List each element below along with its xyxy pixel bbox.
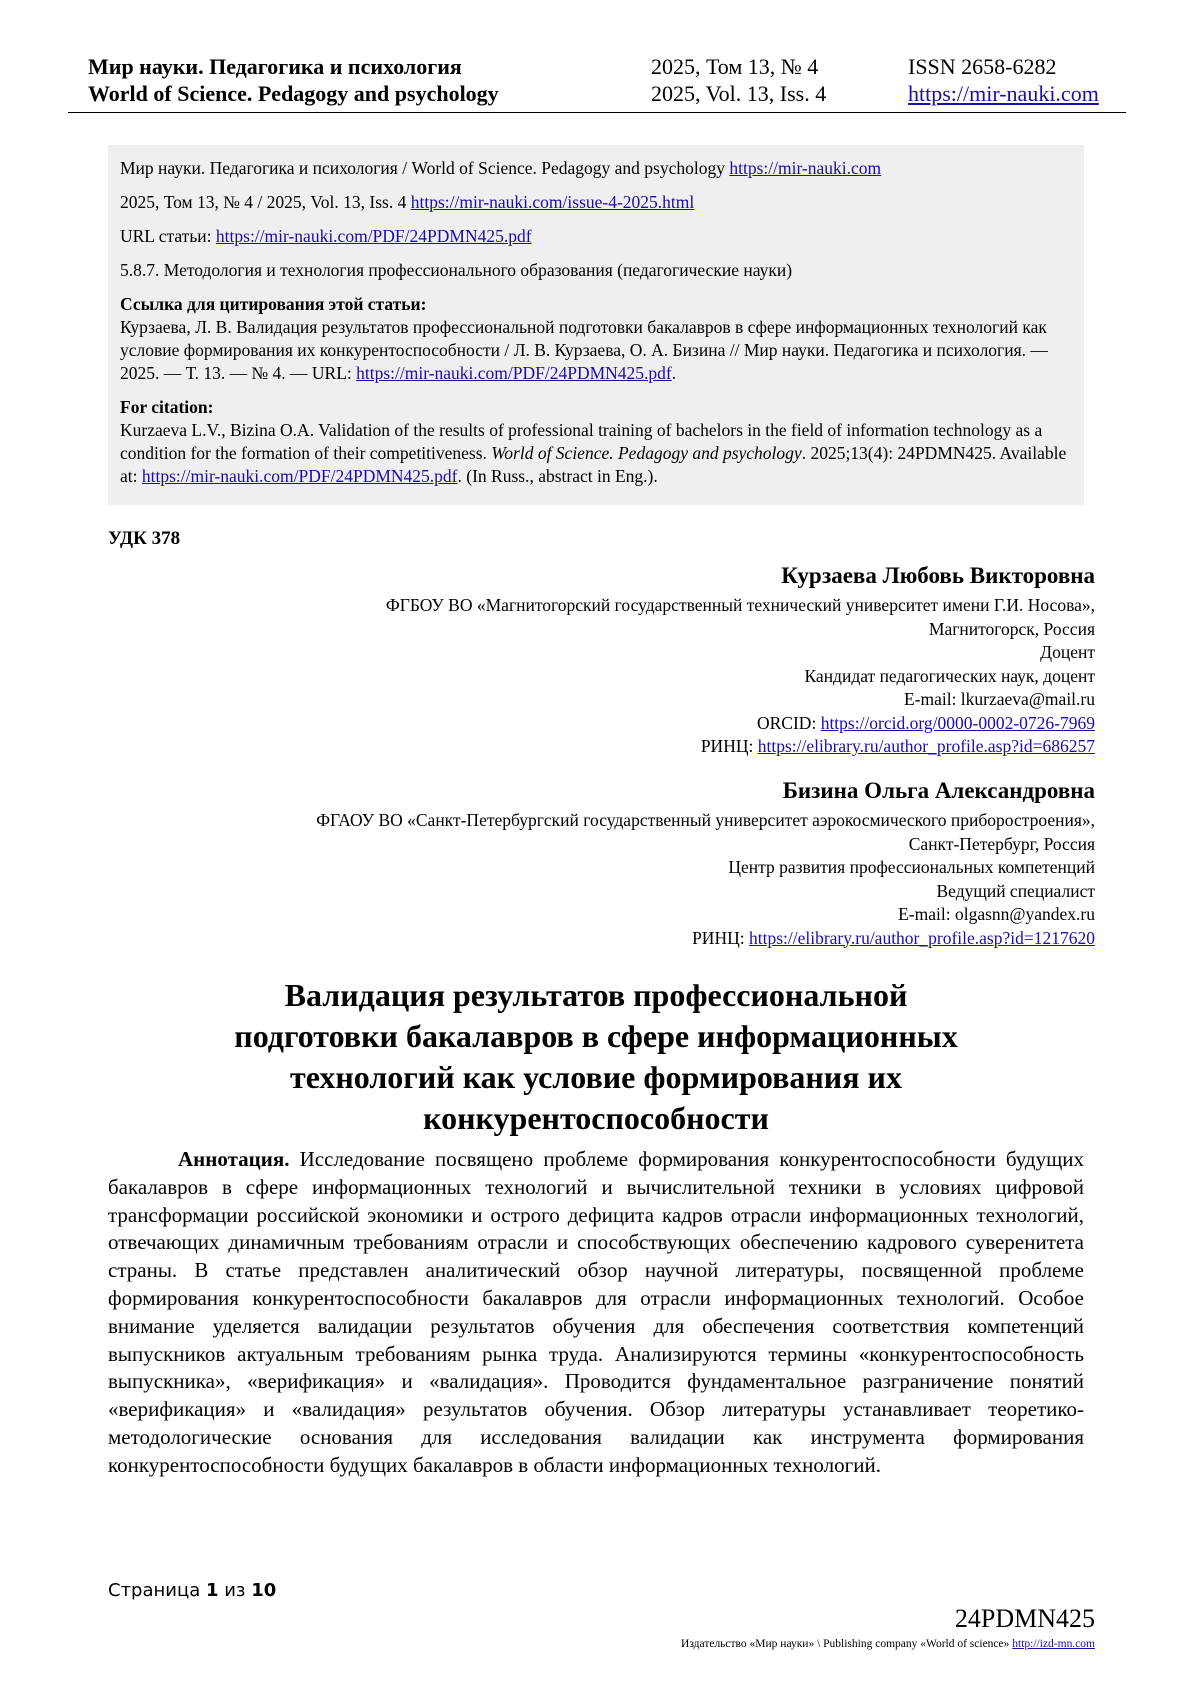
- citebox-url-line: URL статьи: https://mir-nauki.com/PDF/24PDMN425.pdf: [120, 226, 532, 246]
- article-title: [108, 975, 1084, 1139]
- journal-title-en: World of Science. Pedagogy and psychology: [88, 81, 499, 106]
- article-pdf-link[interactable]: https://mir-nauki.com/PDF/24PDMN425.pdf: [215, 226, 532, 246]
- citation-ru-link[interactable]: https://mir-nauki.com/PDF/24PDMN425.pdf: [356, 363, 672, 383]
- title-line: конкурентоспособности: [423, 1100, 769, 1136]
- abstract-label: Аннотация.: [178, 1147, 290, 1171]
- orcid-link[interactable]: https://orcid.org/0000-0002-0726-7969: [820, 712, 1095, 733]
- author-rinc: РИНЦ: https://elibrary.ru/author_profile.asp?id=686257: [700, 736, 1095, 756]
- rinc-link[interactable]: https://elibrary.ru/author_profile.asp?id=686257: [757, 736, 1095, 756]
- author-orcid: ORCID: https://orcid.org/0000-0002-0726-7969: [757, 712, 1095, 733]
- issue-en: 2025, Vol. 13, Iss. 4: [651, 81, 827, 106]
- citation-box: [108, 145, 1084, 505]
- issue-link[interactable]: https://mir-nauki.com/issue-4-2025.html: [410, 192, 695, 212]
- journal-header: [68, 50, 1126, 113]
- author-dept: Центр развития профессиональных компетенций: [728, 857, 1095, 877]
- journal-link[interactable]: https://mir-nauki.com: [729, 158, 882, 178]
- journal-title-ru: Мир науки. Педагогика и психология: [88, 54, 462, 79]
- abstract: [108, 1146, 1084, 1480]
- author-name: Бизина Ольга Александровна: [782, 778, 1095, 803]
- title-line: Валидация результатов профессиональной: [284, 977, 908, 1013]
- author-org: ФГБОУ ВО «Магнитогорский государственный технический университет имени Г.И. Носова»,: [385, 595, 1095, 615]
- citebox-specialty-line: 5.8.7. Методология и технология профессионального образования (педагогические науки): [120, 260, 793, 280]
- publisher-line: Издательство «Мир науки» \ Publishing company «World of science» http://izd-mn.com: [681, 1638, 1095, 1650]
- author-position: Доцент: [1040, 642, 1095, 662]
- author-city: Санкт-Петербург, Россия: [908, 833, 1095, 854]
- issue-ru: 2025, Том 13, № 4: [651, 54, 819, 79]
- citation-ru: Ссылка для цитирования этой статьи: Курзаева, Л. В. Валидация результатов профессиональной подготовки бакалавров в сфере информационных технологий как условие формирования их конкурентоспособности / Л. В. Курзаева, О. А. Бизина // Мир науки. Педагогика и психология. — 2025. — Т. 13. — № 4. — URL: https://mir-nauki.com/PDF/24PDMN425.pdf.: [120, 293, 1072, 385]
- issn: ISSN 2658-6282: [908, 54, 1057, 79]
- citation-en: For citation: Kurzaeva L.V., Bizina O.A. Validation of the results of professional training of bachelors in the field of information technology as a condition for the formation of their competitiveness. World of Science. Pedagogy and psychology. 2025;13(4): 24PDMN425. Available at: https://mir-nauki.com/PDF/24PDMN425.pdf. (In Russ., abstract in Eng.).: [120, 396, 1072, 488]
- author-degree: Кандидат педагогических наук, доцент: [804, 665, 1095, 686]
- rinc-link[interactable]: https://elibrary.ru/author_profile.asp?id=1217620: [748, 927, 1095, 948]
- title-line: подготовки бакалавров в сфере информационных: [234, 1018, 958, 1054]
- author-block-2: [316, 775, 1095, 950]
- citation-ru-label: Ссылка для цитирования этой статьи:: [120, 294, 427, 314]
- author-city: Магнитогорск, Россия: [928, 618, 1095, 639]
- journal-site-link[interactable]: https://mir-nauki.com: [908, 81, 1099, 106]
- author-email: E-mail: olgasnn@yandex.ru: [898, 904, 1095, 924]
- author-block-1: [386, 560, 1095, 759]
- citebox-issue-line: 2025, Том 13, № 4 / 2025, Vol. 13, Iss. 4 https://mir-nauki.com/issue-4-2025.html: [120, 192, 695, 212]
- title-line: технологий как условие формирования их: [290, 1059, 902, 1095]
- author-email: E-mail: lkurzaeva@mail.ru: [903, 689, 1095, 709]
- article-code: 24PDMN425: [954, 1604, 1095, 1633]
- publisher-link[interactable]: http://izd-mn.com: [1012, 1638, 1095, 1650]
- author-org: ФГАОУ ВО «Санкт-Петербургский государственный университет аэрокосмического приборостроения»,: [316, 810, 1095, 830]
- author-rinc: РИНЦ: https://elibrary.ru/author_profile.asp?id=1217620: [692, 927, 1095, 948]
- page-number: Страница 1 из 10: [108, 1580, 277, 1601]
- citebox-journal-line: Мир науки. Педагогика и психология / World of Science. Pedagogy and psychology https://mir-nauki.com: [120, 158, 882, 178]
- author-name: Курзаева Любовь Викторовна: [781, 563, 1095, 588]
- udk-code: УДК 378: [108, 528, 181, 549]
- author-position: Ведущий специалист: [936, 880, 1095, 901]
- citation-en-label: For citation:: [120, 397, 214, 417]
- abstract-text: Исследование посвящено проблеме формирования конкурентоспособности будущих бакалавров в сфере информационных технологий и вычислительной техники в условиях цифровой трансформации российской экономики и острого дефицита кадров отрасли информационных технологий, отвечающих динамичным требованиям отрасли и способствующих обеспечению кадрового суверенитета страны. В статье представлен аналитический обзор научной литературы, посвященной проблеме формирования конкурентоспособности бакалавров для отрасли информационных технологий. Особое внимание уделяется валидации результатов обучения для обеспечения соответствия компетенций выпускников актуальным требованиям рынка труда. Анализируются термины «конкурентоспособность выпускника», «верификация» и «валидация». Проводится фундаментальное разграничение понятий «верификация» и «валидация» результатов обучения. Обзор литературы устанавливает теоретико-методологические основания для исследования валидации как инструмента формирования конкурентоспособности будущих бакалавров в области информационных технологий.: [108, 1147, 1084, 1477]
- citation-en-link[interactable]: https://mir-nauki.com/PDF/24PDMN425.pdf: [141, 466, 458, 486]
